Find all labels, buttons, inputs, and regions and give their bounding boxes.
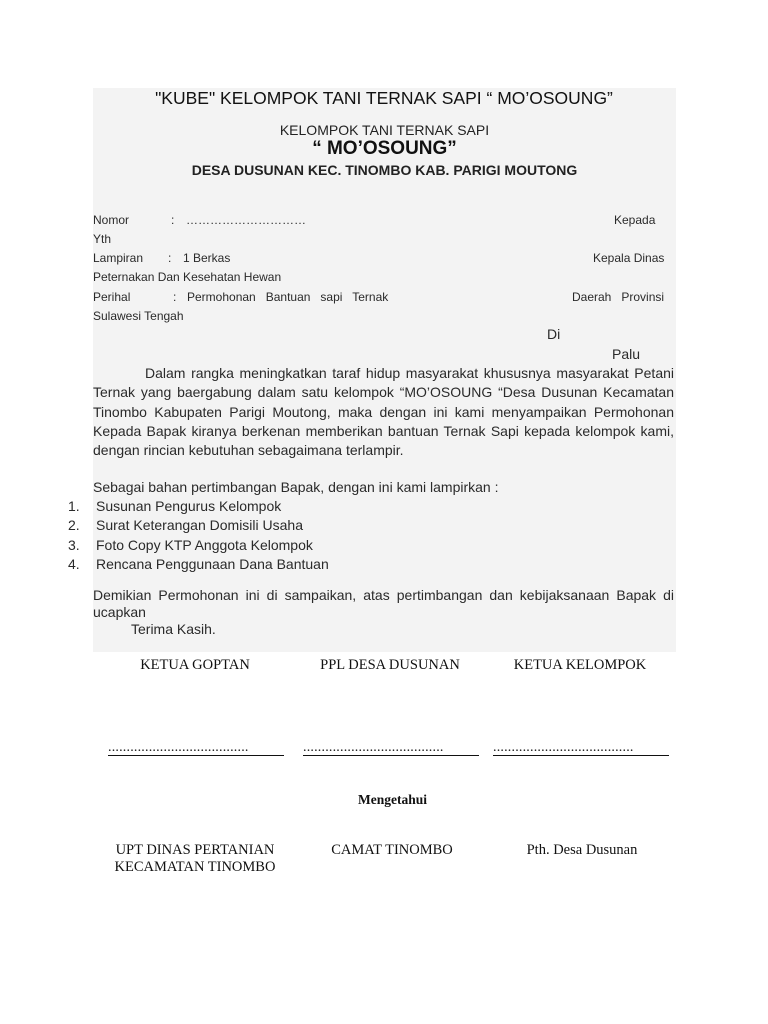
letterhead-group-title: “ MO’OSOUNG” — [312, 138, 457, 159]
list-item: 3. Foto Copy KTP Anggota Kelompok — [68, 536, 313, 553]
body-paragraph-1 — [93, 364, 674, 460]
document-title: "KUBE" KELOMPOK TANI TERNAK SAPI “ MO’OSOUNG” — [155, 88, 613, 108]
recipient-di: Di — [547, 326, 561, 342]
list-item: 1. Susunan Pengurus Kelompok — [68, 498, 282, 514]
signature-title-ketua-goptan: KETUA GOPTAN — [140, 657, 250, 673]
lampiran-label: Lampiran — [93, 251, 144, 265]
recipient-palu: Palu — [612, 346, 641, 362]
perihal-label: Perihal — [93, 290, 131, 304]
signature-title-camat: CAMAT TINOMBO — [331, 842, 453, 858]
letterhead-address: DESA DUSUNAN KEC. TINOMBO KAB. PARIGI MOUTONG — [191, 162, 578, 178]
signature-underline-3 — [493, 755, 669, 756]
signature-title-ppl: PPL DESA DUSUNAN — [320, 657, 460, 673]
signature-line-3: ...................................... — [493, 740, 634, 755]
body-paragraph-2: Sebagai bahan pertimbangan Bapak, dengan ini kami lampirkan : — [93, 479, 499, 495]
kepada-label: Kepada — [614, 213, 656, 227]
mengetahui-heading: Mengetahui — [358, 792, 427, 807]
recipient-peternakan: Peternakan Dan Kesehatan Hewan — [93, 270, 282, 284]
perihal-separator: : — [173, 290, 177, 304]
yth-label: Yth — [93, 232, 112, 246]
list-item: 4. Rencana Penggunaan Dana Bantuan — [68, 555, 329, 572]
lampiran-value: 1 Berkas — [183, 251, 231, 265]
letterhead-group-name: KELOMPOK TANI TERNAK SAPI — [279, 122, 490, 138]
thanks-text: Terima Kasih. — [131, 621, 216, 637]
signature-line-2: ...................................... — [303, 740, 444, 755]
recipient-sulawesi: Sulawesi Tengah — [93, 309, 184, 323]
perihal-value: Permohonan Bantuan sapi Ternak — [187, 290, 389, 304]
lampiran-separator: : — [168, 251, 172, 265]
nomor-value: ………………………… — [186, 213, 306, 227]
signature-underline-2 — [303, 755, 479, 756]
list-item: 2. Surat Keterangan Domisili Usaha — [68, 517, 303, 534]
signature-underline-1 — [108, 755, 284, 756]
attachments-list — [68, 497, 329, 574]
recipient-kepala-dinas: Kepala Dinas — [593, 251, 665, 265]
signature-title-upt-line1: UPT DINAS PERTANIAN — [115, 842, 275, 858]
body-paragraph-1-text: Dalam rangka meningkatkan taraf hidup masyarakat khususnya masyarakat Petani Ternak yang baergabung dalam satu kelompok “MO’OSOUNG “Desa Dusunan Kecamatan Tinombo Kabupaten Parigi Moutong, maka dengan ini kami menyampaikan Permohonan Kepada Bapak kiranya berkenan memberikan bantuan Ternak Sapi kepada kelompok kami, dengan rincian kebutuhan sebagaimana terlampir. — [93, 365, 674, 459]
signature-title-pth-desa: Pth. Desa Dusunan — [526, 842, 638, 858]
signature-title-upt-line2: KECAMATAN TINOMBO — [114, 859, 276, 875]
recipient-daerah-provinsi: Daerah Provinsi — [572, 290, 665, 304]
signature-line-1: ...................................... — [108, 740, 249, 755]
closing-paragraph: Demikian Permohonan ini di sampaikan, atas pertimbangan dan kebijaksanaan Bapak di ucapkan — [93, 587, 674, 620]
nomor-label: Nomor — [93, 213, 130, 227]
nomor-separator: : — [171, 213, 175, 227]
signature-title-ketua-kelompok: KETUA KELOMPOK — [513, 657, 647, 673]
